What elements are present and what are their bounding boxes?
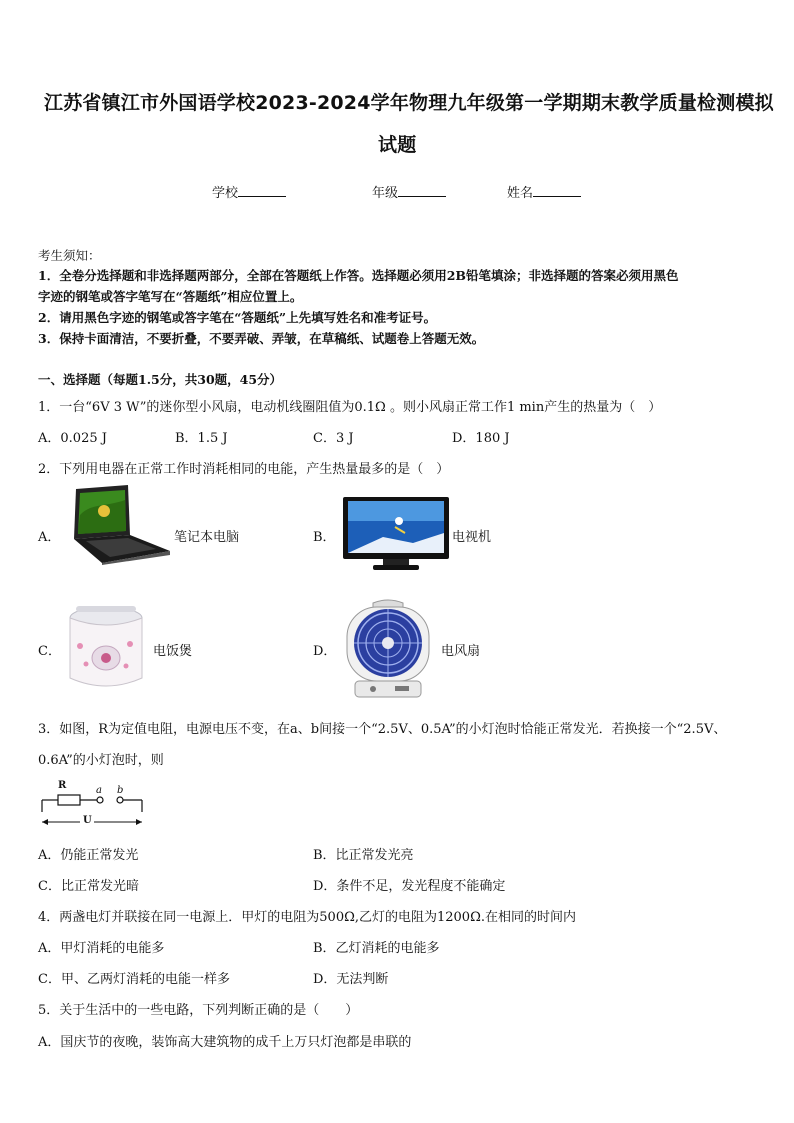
circuit-label-r: R — [58, 780, 67, 791]
school-blank — [238, 184, 286, 197]
q2-option-b-letter: B． — [313, 530, 336, 545]
grade-label: 年级 — [372, 186, 399, 201]
grade-field — [372, 182, 446, 201]
school-label: 学校 — [212, 186, 239, 201]
q5-option-a: A．国庆节的夜晚，装饰高大建筑物的成千上万只灯泡都是串联的 — [38, 1035, 412, 1050]
q1-stem: 1．一台“6V 3 W”的迷你型小风扇，电动机线圈阻值为0.1Ω 。则小风扇正常工作1 min产生的热量为（ ） — [38, 400, 662, 415]
school-field — [212, 182, 286, 201]
television-image — [343, 497, 449, 573]
electric-fan-image — [343, 597, 433, 701]
q3-option-c: C．比正常发光暗 — [38, 879, 139, 894]
q4-option-a: A．甲灯消耗的电能多 — [38, 941, 165, 956]
q3-option-a: A．仍能正常发光 — [38, 848, 139, 863]
q1-option-b: B．1.5 J — [175, 431, 228, 446]
q2-option-c-letter: C． — [38, 644, 61, 659]
q1-option-c: C．3 J — [313, 431, 354, 446]
document-title-line1: 江苏省镇江市外国语学校2023-2024学年物理九年级第一学期期末教学质量检测模拟 — [44, 92, 774, 114]
q3-stem-line2: 0.6A”的小灯泡时，则 — [38, 753, 164, 768]
notice-item-1b: 字迹的钢笔或答字笔写在“答题纸”相应位置上。 — [38, 289, 303, 304]
document-title-line2: 试题 — [378, 134, 417, 156]
circuit-diagram — [38, 782, 150, 830]
rice-cooker-image — [66, 604, 146, 690]
q2-option-a-label: 笔记本电脑 — [174, 530, 240, 545]
q3-stem-line1: 3．如图，R为定值电阻，电源电压不变，在a、b间接一个“2.5V、0.5A”的小灯泡时恰能正常发光．若换接一个“2.5V、 — [38, 722, 727, 737]
q4-stem: 4．两盏电灯并联接在同一电源上．甲灯的电阻为500Ω,乙灯的电阻为1200Ω.在相同的时间内 — [38, 910, 576, 925]
name-blank — [533, 184, 581, 197]
q4-option-b: B．乙灯消耗的电能多 — [313, 941, 440, 956]
name-label: 姓名 — [507, 186, 534, 201]
q3-option-d: D．条件不足，发光程度不能确定 — [313, 879, 506, 894]
q2-option-a-letter: A． — [38, 530, 61, 545]
notice-item-3: 3．保持卡面清洁，不要折叠，不要弄破、弄皱，在草稿纸、试题卷上答题无效。 — [38, 331, 485, 346]
grade-blank — [398, 184, 446, 197]
q2-stem: 2．下列用电器在正常工作时消耗相同的电能，产生热量最多的是（ ） — [38, 462, 450, 477]
q3-option-b: B．比正常发光亮 — [313, 848, 414, 863]
notice-item-1a: 1．全卷分选择题和非选择题两部分，全部在答题纸上作答。选择题必须用2B铅笔填涂；非选择题的答案必须用黑色 — [38, 268, 679, 283]
laptop-image — [66, 485, 172, 565]
circuit-label-u: U — [83, 815, 92, 826]
name-field — [507, 182, 581, 201]
notice-heading: 考生须知： — [38, 248, 101, 263]
q4-option-d: D．无法判断 — [313, 972, 389, 987]
q5-stem: 5．关于生活中的一些电路，下列判断正确的是（ ） — [38, 1003, 359, 1018]
q2-option-c-label: 电饭煲 — [153, 644, 193, 659]
q2-option-d-label: 电风扇 — [441, 644, 481, 659]
circuit-label-b: b — [117, 785, 124, 796]
q2-option-d-letter: D． — [313, 644, 337, 659]
circuit-label-a: a — [96, 785, 102, 796]
q1-option-d: D．180 J — [452, 431, 510, 446]
q4-option-c: C．甲、乙两灯消耗的电能一样多 — [38, 972, 230, 987]
section-heading: 一、选择题（每题1.5分，共30题，45分） — [38, 372, 283, 387]
q2-option-b-label: 电视机 — [452, 530, 492, 545]
q1-option-a: A．0.025 J — [38, 431, 107, 446]
notice-item-2: 2．请用黑色字迹的钢笔或答字笔在“答题纸”上先填写姓名和准考证号。 — [38, 310, 437, 325]
